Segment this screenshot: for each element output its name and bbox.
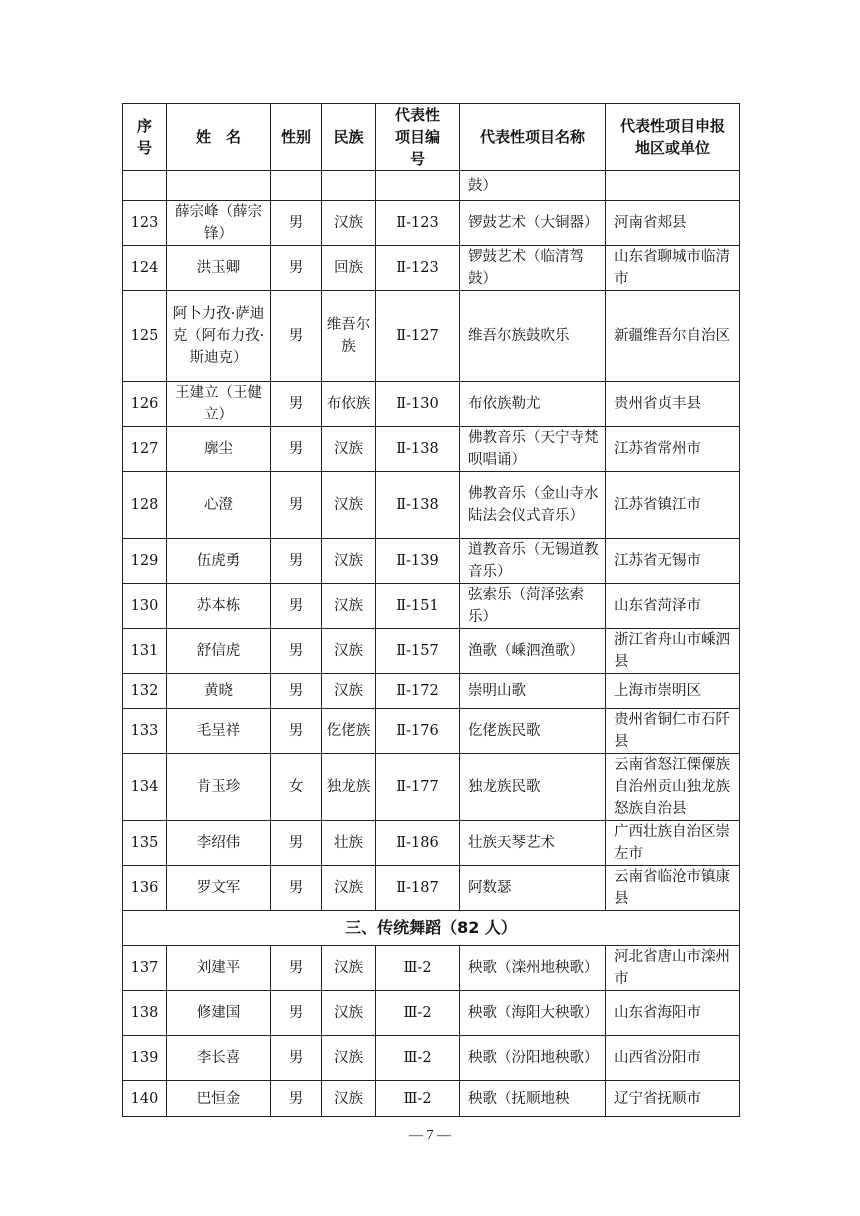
table-row <box>123 291 740 382</box>
cell-gender: 男 <box>271 584 322 629</box>
cell-ethnicity: 回族 <box>322 246 376 291</box>
cell-project: 阿数瑟 <box>460 866 606 911</box>
cell-name: 薛宗峰（薛宗锋） <box>167 201 271 246</box>
cell-region: 浙江省舟山市嵊泗县 <box>606 629 740 674</box>
table-row <box>123 709 740 754</box>
cell-project: 锣鼓艺术（大铜器） <box>460 201 606 246</box>
cell-project: 独龙族民歌 <box>460 754 606 821</box>
cell-project: 维吾尔族鼓吹乐 <box>460 291 606 382</box>
cell-code: Ⅱ-187 <box>376 866 460 911</box>
cell-project: 秧歌（海阳大秧歌） <box>460 991 606 1036</box>
cell-code: Ⅱ-123 <box>376 201 460 246</box>
section-body <box>123 911 740 946</box>
cell-project: 秧歌（滦州地秧歌） <box>460 946 606 991</box>
cell-name: 巴恒金 <box>167 1081 271 1117</box>
cell-region: 新疆维吾尔自治区 <box>606 291 740 382</box>
cell-name: 李长喜 <box>167 1036 271 1081</box>
cell-code: Ⅱ-123 <box>376 246 460 291</box>
cell-name: 李绍伟 <box>167 821 271 866</box>
cell-no: 137 <box>123 946 167 991</box>
header-ethnicity: 民族 <box>322 104 376 171</box>
cell-project: 壮族天琴艺术 <box>460 821 606 866</box>
cell-ethnicity: 汉族 <box>322 946 376 991</box>
cell-code: Ⅲ-2 <box>376 1036 460 1081</box>
cell-code: Ⅲ-2 <box>376 1081 460 1117</box>
cell-name <box>167 171 271 201</box>
cell-region: 山东省海阳市 <box>606 991 740 1036</box>
cell-region: 江苏省镇江市 <box>606 472 740 539</box>
table-row <box>123 246 740 291</box>
section-title: 三、传统舞蹈（82 人） <box>123 911 740 946</box>
cell-no: 136 <box>123 866 167 911</box>
cell-gender: 男 <box>271 866 322 911</box>
table-row <box>123 382 740 427</box>
cell-no: 140 <box>123 1081 167 1117</box>
cell-project: 道教音乐（无锡道教音乐） <box>460 539 606 584</box>
cell-no: 124 <box>123 246 167 291</box>
cell-no: 128 <box>123 472 167 539</box>
page-number: — 7 — <box>409 1128 451 1143</box>
cell-code: Ⅱ-177 <box>376 754 460 821</box>
cell-gender: 男 <box>271 821 322 866</box>
table-row <box>123 754 740 821</box>
table-row <box>123 427 740 472</box>
cell-no: 129 <box>123 539 167 584</box>
cell-project: 锣鼓艺术（临清驾鼓） <box>460 246 606 291</box>
cell-code: Ⅱ-151 <box>376 584 460 629</box>
cell-gender: 男 <box>271 709 322 754</box>
header-code: 代表性项目编号 <box>376 104 460 171</box>
cell-region: 贵州省贞丰县 <box>606 382 740 427</box>
cell-name: 毛呈祥 <box>167 709 271 754</box>
cell-code: Ⅲ-2 <box>376 991 460 1036</box>
cell-gender: 女 <box>271 754 322 821</box>
cell-no: 132 <box>123 674 167 709</box>
cell-region: 河南省郏县 <box>606 201 740 246</box>
cell-region: 河北省唐山市滦州市 <box>606 946 740 991</box>
cell-project: 布依族勒尤 <box>460 382 606 427</box>
table-row <box>123 629 740 674</box>
cell-name: 洪玉卿 <box>167 246 271 291</box>
cell-name: 王建立（王健立） <box>167 382 271 427</box>
cell-project: 渔歌（嵊泗渔歌） <box>460 629 606 674</box>
cell-project: 弦索乐（菏泽弦索乐） <box>460 584 606 629</box>
cell-region: 山东省聊城市临清市 <box>606 246 740 291</box>
cell-no: 127 <box>123 427 167 472</box>
cell-project: 鼓） <box>460 171 606 201</box>
cell-gender: 男 <box>271 246 322 291</box>
cell-gender: 男 <box>271 1081 322 1117</box>
cell-ethnicity: 布依族 <box>322 382 376 427</box>
cell-gender: 男 <box>271 674 322 709</box>
cell-name: 黄晓 <box>167 674 271 709</box>
cell-name: 肯玉珍 <box>167 754 271 821</box>
cell-ethnicity: 汉族 <box>322 866 376 911</box>
cell-gender: 男 <box>271 382 322 427</box>
inheritors-table-container <box>122 103 739 1117</box>
inheritors-table <box>122 103 740 1117</box>
cell-no: 123 <box>123 201 167 246</box>
cell-no <box>123 171 167 201</box>
cell-ethnicity: 汉族 <box>322 427 376 472</box>
cell-region: 辽宁省抚顺市 <box>606 1081 740 1117</box>
cell-region <box>606 171 740 201</box>
cell-region: 贵州省铜仁市石阡县 <box>606 709 740 754</box>
section-row <box>123 911 740 946</box>
cell-ethnicity: 壮族 <box>322 821 376 866</box>
cell-ethnicity: 汉族 <box>322 539 376 584</box>
cell-no: 130 <box>123 584 167 629</box>
table-row <box>123 866 740 911</box>
header-region: 代表性项目申报地区或单位 <box>606 104 740 171</box>
cell-no: 138 <box>123 991 167 1036</box>
table-row <box>123 472 740 539</box>
cell-gender: 男 <box>271 201 322 246</box>
cell-project: 佛教音乐（金山寺水陆法会仪式音乐） <box>460 472 606 539</box>
header-row <box>123 104 740 171</box>
cell-gender: 男 <box>271 427 322 472</box>
cell-name: 伍虎勇 <box>167 539 271 584</box>
cell-code: Ⅱ-157 <box>376 629 460 674</box>
cell-ethnicity: 汉族 <box>322 584 376 629</box>
cell-region: 云南省临沧市镇康县 <box>606 866 740 911</box>
cell-ethnicity: 仡佬族 <box>322 709 376 754</box>
cell-ethnicity: 汉族 <box>322 629 376 674</box>
cell-code: Ⅱ-130 <box>376 382 460 427</box>
cell-region: 云南省怒江傈僳族自治州贡山独龙族怒族自治县 <box>606 754 740 821</box>
cell-ethnicity: 汉族 <box>322 472 376 539</box>
cell-project: 秧歌（抚顺地秧 <box>460 1081 606 1117</box>
cell-ethnicity <box>322 171 376 201</box>
cell-region: 上海市崇明区 <box>606 674 740 709</box>
cell-ethnicity: 独龙族 <box>322 754 376 821</box>
table-body-music <box>123 171 740 911</box>
cell-no: 131 <box>123 629 167 674</box>
header-project: 代表性项目名称 <box>460 104 606 171</box>
cell-name: 苏本栋 <box>167 584 271 629</box>
cell-no: 139 <box>123 1036 167 1081</box>
cell-name: 刘建平 <box>167 946 271 991</box>
table-row <box>123 991 740 1036</box>
cell-no: 133 <box>123 709 167 754</box>
cell-ethnicity: 汉族 <box>322 991 376 1036</box>
cell-gender: 男 <box>271 539 322 584</box>
cell-code: Ⅲ-2 <box>376 946 460 991</box>
cell-gender: 男 <box>271 1036 322 1081</box>
cell-code <box>376 171 460 201</box>
cell-no: 126 <box>123 382 167 427</box>
table-row <box>123 201 740 246</box>
header-gender: 性别 <box>271 104 322 171</box>
cell-region: 江苏省常州市 <box>606 427 740 472</box>
cell-project: 仡佬族民歌 <box>460 709 606 754</box>
cell-no: 125 <box>123 291 167 382</box>
table-row <box>123 584 740 629</box>
cell-gender: 男 <box>271 291 322 382</box>
cell-code: Ⅱ-172 <box>376 674 460 709</box>
cell-project: 秧歌（汾阳地秧歌） <box>460 1036 606 1081</box>
table-row <box>123 946 740 991</box>
cell-region: 江苏省无锡市 <box>606 539 740 584</box>
cell-ethnicity: 汉族 <box>322 674 376 709</box>
cell-ethnicity: 维吾尔族 <box>322 291 376 382</box>
continuation-row <box>123 171 740 201</box>
table-row <box>123 821 740 866</box>
cell-region: 广西壮族自治区崇左市 <box>606 821 740 866</box>
cell-code: Ⅱ-139 <box>376 539 460 584</box>
cell-name: 心澄 <box>167 472 271 539</box>
cell-region: 山东省菏泽市 <box>606 584 740 629</box>
cell-name: 修建国 <box>167 991 271 1036</box>
cell-name: 舒信虎 <box>167 629 271 674</box>
cell-name: 罗文军 <box>167 866 271 911</box>
table-row <box>123 539 740 584</box>
cell-region: 山西省汾阳市 <box>606 1036 740 1081</box>
cell-gender: 男 <box>271 629 322 674</box>
cell-ethnicity: 汉族 <box>322 1081 376 1117</box>
cell-name: 廓尘 <box>167 427 271 472</box>
cell-name: 阿卜力孜·萨迪克（阿布力孜·斯迪克） <box>167 291 271 382</box>
header-name: 姓 名 <box>167 104 271 171</box>
cell-gender: 男 <box>271 472 322 539</box>
cell-gender: 男 <box>271 991 322 1036</box>
cell-code: Ⅱ-176 <box>376 709 460 754</box>
cell-no: 135 <box>123 821 167 866</box>
cell-project: 崇明山歌 <box>460 674 606 709</box>
cell-project: 佛教音乐（天宁寺梵呗唱诵） <box>460 427 606 472</box>
cell-code: Ⅱ-138 <box>376 472 460 539</box>
cell-ethnicity: 汉族 <box>322 1036 376 1081</box>
cell-no: 134 <box>123 754 167 821</box>
cell-gender: 男 <box>271 946 322 991</box>
table-row <box>123 1081 740 1117</box>
cell-gender <box>271 171 322 201</box>
table-row <box>123 674 740 709</box>
cell-code: Ⅱ-127 <box>376 291 460 382</box>
table-row <box>123 1036 740 1081</box>
header-no: 序号 <box>123 104 167 171</box>
cell-code: Ⅱ-138 <box>376 427 460 472</box>
table-body-dance <box>123 946 740 1117</box>
cell-ethnicity: 汉族 <box>322 201 376 246</box>
cell-code: Ⅱ-186 <box>376 821 460 866</box>
